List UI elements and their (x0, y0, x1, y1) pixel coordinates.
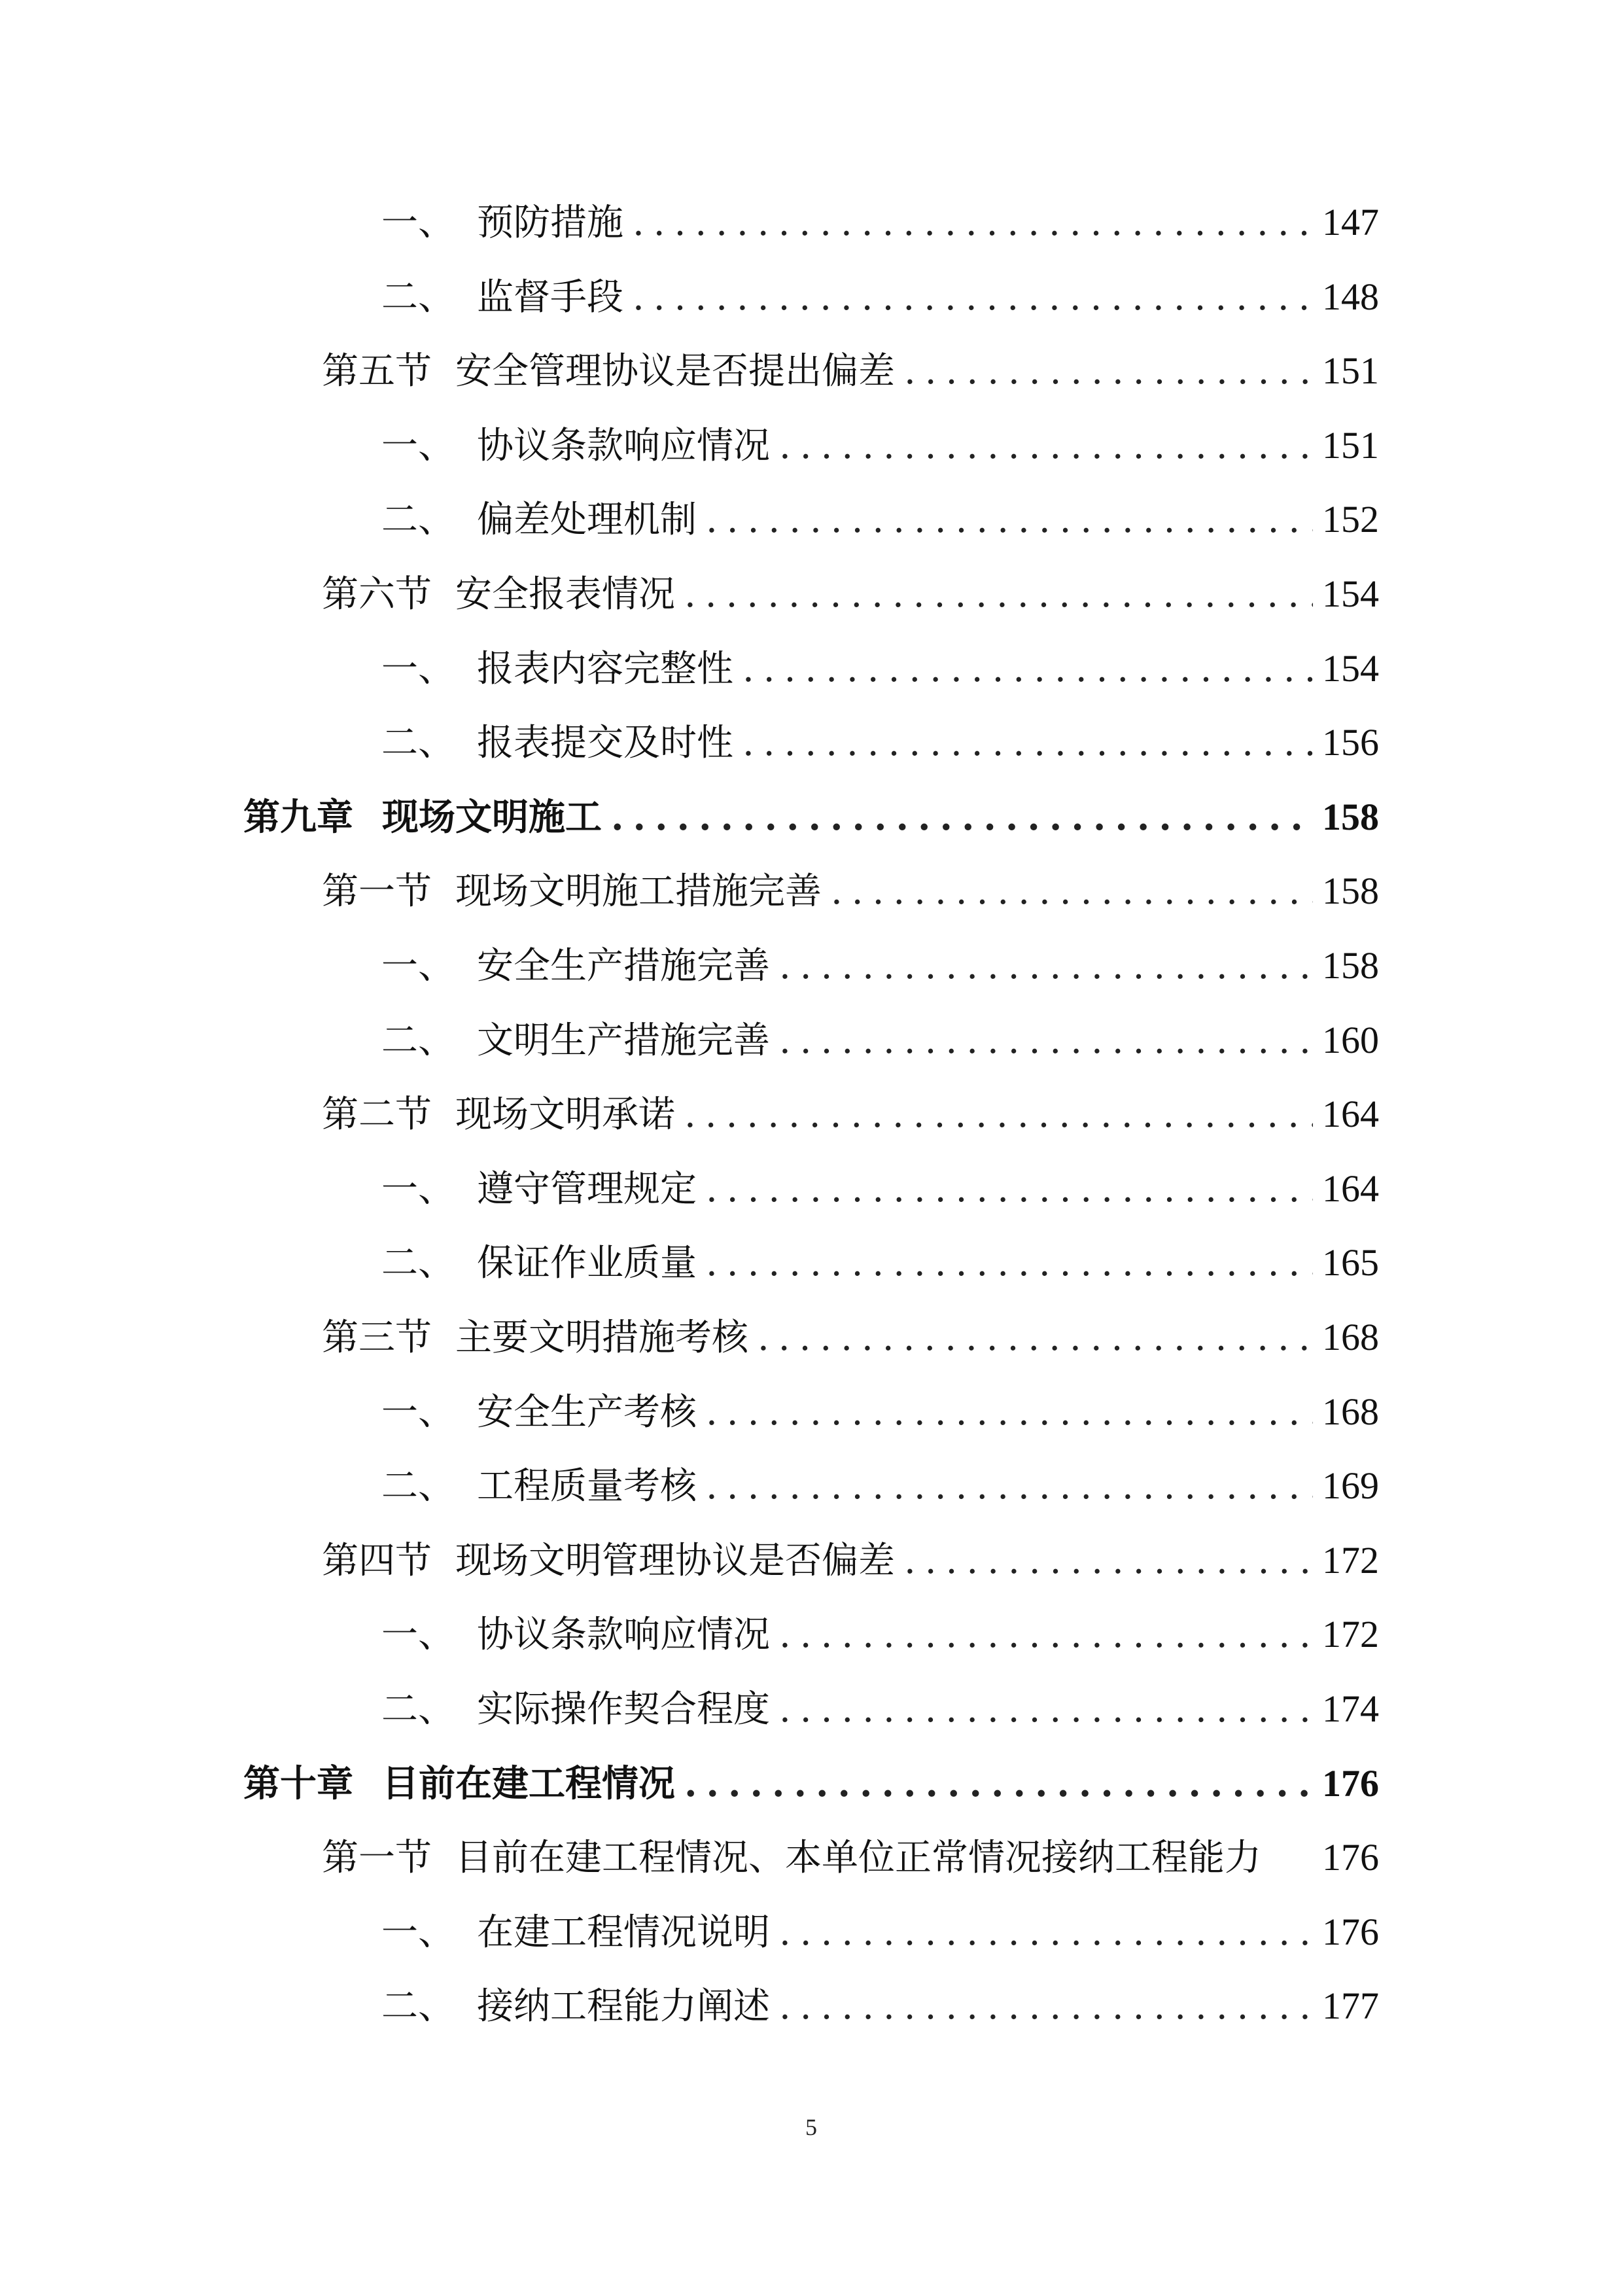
toc-entry-marker: 二、 (381, 1019, 455, 1062)
toc-dot-leader (706, 1383, 1313, 1442)
toc-entry-title: 安全管理协议是否提出偏差 (455, 350, 895, 393)
toc-entry-marker: 第二节 (322, 1093, 432, 1136)
toc-entry-marker: 第九章 (243, 796, 353, 839)
toc-entry-title: 现场文明施工 (382, 796, 602, 839)
toc-entry-title: 目前在建工程情况 (382, 1762, 675, 1805)
toc-entry-marker: 第一节 (322, 870, 432, 913)
toc-entry-chapter[interactable] (243, 1754, 1379, 1813)
toc-entry-item[interactable] (381, 639, 1379, 698)
toc-entry-page-number: 176 (1322, 1762, 1379, 1805)
toc-dot-leader (779, 1606, 1313, 1665)
toc-entry-item[interactable] (381, 490, 1379, 549)
toc-entry-marker: 第三节 (322, 1316, 432, 1359)
toc-dot-leader (633, 268, 1313, 327)
toc-entry-title: 报表内容完整性 (477, 648, 733, 690)
toc-entry-chapter[interactable] (243, 788, 1379, 847)
toc-entry-marker: 一、 (381, 1614, 455, 1656)
toc-dot-leader (779, 1680, 1313, 1739)
toc-dot-leader (706, 1234, 1313, 1293)
toc-entry-marker: 一、 (381, 945, 455, 987)
toc-entry-title: 实际操作契合程度 (477, 1688, 770, 1731)
toc-entry-marker: 二、 (381, 1465, 455, 1508)
toc-entry-section[interactable] (322, 1085, 1379, 1144)
toc-entry-title: 工程质量考核 (477, 1465, 697, 1508)
toc-entry-title: 目前在建工程情况、本单位正常情况接纳工程能力 (455, 1837, 1261, 1879)
toc-entry-title: 主要文明措施考核 (455, 1316, 748, 1359)
toc-entry-title: 安全报表情况 (455, 573, 675, 616)
toc-entry-item[interactable] (381, 1680, 1379, 1739)
toc-entry-marker: 二、 (381, 276, 455, 319)
toc-dot-leader (779, 1012, 1313, 1070)
toc-entry-item[interactable] (381, 936, 1379, 995)
toc-entry-title: 安全生产措施完善 (477, 945, 770, 987)
toc-entry-page-number: 148 (1322, 275, 1379, 318)
toc-entry-marker: 二、 (381, 499, 455, 541)
toc-dot-leader (706, 491, 1313, 550)
toc-entry-marker: 第六节 (322, 573, 432, 616)
toc-entry-page-number: 154 (1322, 573, 1379, 615)
toc-entry-item[interactable] (381, 1457, 1379, 1515)
toc-entry-item[interactable] (381, 1605, 1379, 1664)
toc-dot-leader (706, 1457, 1313, 1516)
toc-entry-item[interactable] (381, 193, 1379, 252)
toc-dot-leader (706, 1160, 1313, 1219)
toc-entry-title: 偏差处理机制 (477, 499, 697, 541)
toc-entry-section[interactable] (322, 1531, 1379, 1590)
toc-dot-leader (904, 342, 1313, 401)
toc-entry-item[interactable] (381, 713, 1379, 772)
toc-entry-title: 现场文明承诺 (455, 1093, 675, 1136)
toc-entry-title: 在建工程情况说明 (477, 1911, 770, 1954)
toc-entry-item[interactable] (381, 268, 1379, 327)
toc-entry-title: 现场文明施工措施完善 (455, 870, 822, 913)
toc-entry-page-number: 154 (1322, 647, 1379, 690)
toc-entry-page-number: 172 (1322, 1613, 1379, 1655)
toc-entry-page-number: 151 (1322, 424, 1379, 467)
toc-entry-item[interactable] (381, 1903, 1379, 1962)
toc-entry-item[interactable] (381, 1011, 1379, 1070)
toc-entry-marker: 一、 (381, 202, 455, 244)
toc-entry-title: 报表提交及时性 (477, 722, 733, 764)
toc-entry-marker: 二、 (381, 1242, 455, 1284)
toc-entry-title: 文明生产措施完善 (477, 1019, 770, 1062)
toc-entry-title: 预防措施 (477, 202, 623, 244)
toc-entry-page-number: 151 (1322, 349, 1379, 392)
toc-entry-title: 监督手段 (477, 276, 623, 319)
toc-entry-item[interactable] (381, 1383, 1379, 1441)
toc-dot-leader (904, 1532, 1313, 1591)
toc-entry-page-number: 168 (1322, 1316, 1379, 1358)
toc-dot-leader (684, 1086, 1313, 1144)
toc-entry-marker: 第一节 (322, 1837, 432, 1879)
toc-entry-marker: 第四节 (322, 1540, 432, 1582)
toc-entry-page-number: 177 (1322, 1985, 1379, 2027)
toc-entry-page-number: 169 (1322, 1464, 1379, 1507)
toc-entry-section[interactable] (322, 565, 1379, 624)
toc-dot-leader (779, 1977, 1313, 2036)
toc-entry-title: 遵守管理规定 (477, 1168, 697, 1210)
toc-entry-item[interactable] (381, 416, 1379, 475)
toc-entry-marker: 二、 (381, 722, 455, 764)
toc-entry-page-number: 160 (1322, 1019, 1379, 1061)
toc-entry-marker: 一、 (381, 1391, 455, 1434)
toc-entry-page-number: 158 (1322, 944, 1379, 987)
toc-entry-marker: 第十章 (243, 1762, 353, 1805)
toc-entry-page-number: 152 (1322, 498, 1379, 540)
toc-dot-leader (633, 194, 1313, 253)
toc-entry-page-number: 176 (1322, 1911, 1379, 1953)
toc-entry-page-number: 168 (1322, 1390, 1379, 1433)
toc-entry-page-number: 164 (1322, 1167, 1379, 1210)
toc-entry-title: 安全生产考核 (477, 1391, 697, 1434)
toc-dot-leader (742, 714, 1313, 773)
toc-entry-page-number: 158 (1322, 796, 1379, 838)
toc-entry-item[interactable] (381, 1977, 1379, 2036)
toc-entry-page-number: 165 (1322, 1241, 1379, 1284)
toc-dot-leader (611, 788, 1313, 847)
toc-entry-title: 协议条款响应情况 (477, 425, 770, 467)
toc-entry-title: 保证作业质量 (477, 1242, 697, 1284)
toc-entry-section[interactable] (322, 342, 1379, 400)
toc-dot-leader (831, 862, 1313, 921)
toc-entry-page-number: 174 (1322, 1687, 1379, 1730)
toc-entry-marker: 一、 (381, 1911, 455, 1954)
toc-entry-page-number: 147 (1322, 201, 1379, 243)
page-number: 5 (805, 2114, 817, 2140)
toc-entry-page-number: 156 (1322, 721, 1379, 764)
toc-entry-title: 接纳工程能力阐述 (477, 1985, 770, 2028)
toc-entry-marker: 一、 (381, 648, 455, 690)
toc-dot-leader (684, 1754, 1313, 1813)
toc-dot-leader (779, 937, 1313, 996)
toc-entry-marker: 第五节 (322, 350, 432, 393)
toc-entry-marker: 一、 (381, 425, 455, 467)
toc-dot-leader (742, 640, 1313, 699)
toc-entry-section[interactable] (322, 1308, 1379, 1367)
toc-entry-page-number: 164 (1322, 1093, 1379, 1135)
toc-dot-leader (779, 417, 1313, 476)
toc-entry-title: 现场文明管理协议是否偏差 (455, 1540, 895, 1582)
toc-entry-section[interactable] (322, 1828, 1379, 1887)
toc-entry-marker: 二、 (381, 1985, 455, 2028)
toc-dot-leader (684, 565, 1313, 624)
toc-entry-item[interactable] (381, 1159, 1379, 1218)
toc-entry-page-number: 172 (1322, 1539, 1379, 1581)
toc-entry-title: 协议条款响应情况 (477, 1614, 770, 1656)
toc-dot-leader (758, 1309, 1313, 1368)
toc-entry-page-number: 158 (1322, 870, 1379, 912)
toc-entry-page-number: 176 (1322, 1836, 1379, 1879)
toc-entry-marker: 一、 (381, 1168, 455, 1210)
toc-entry-item[interactable] (381, 1233, 1379, 1292)
toc-entry-section[interactable] (322, 862, 1379, 921)
toc-dot-leader (779, 1903, 1313, 1962)
toc-entry-marker: 二、 (381, 1688, 455, 1731)
